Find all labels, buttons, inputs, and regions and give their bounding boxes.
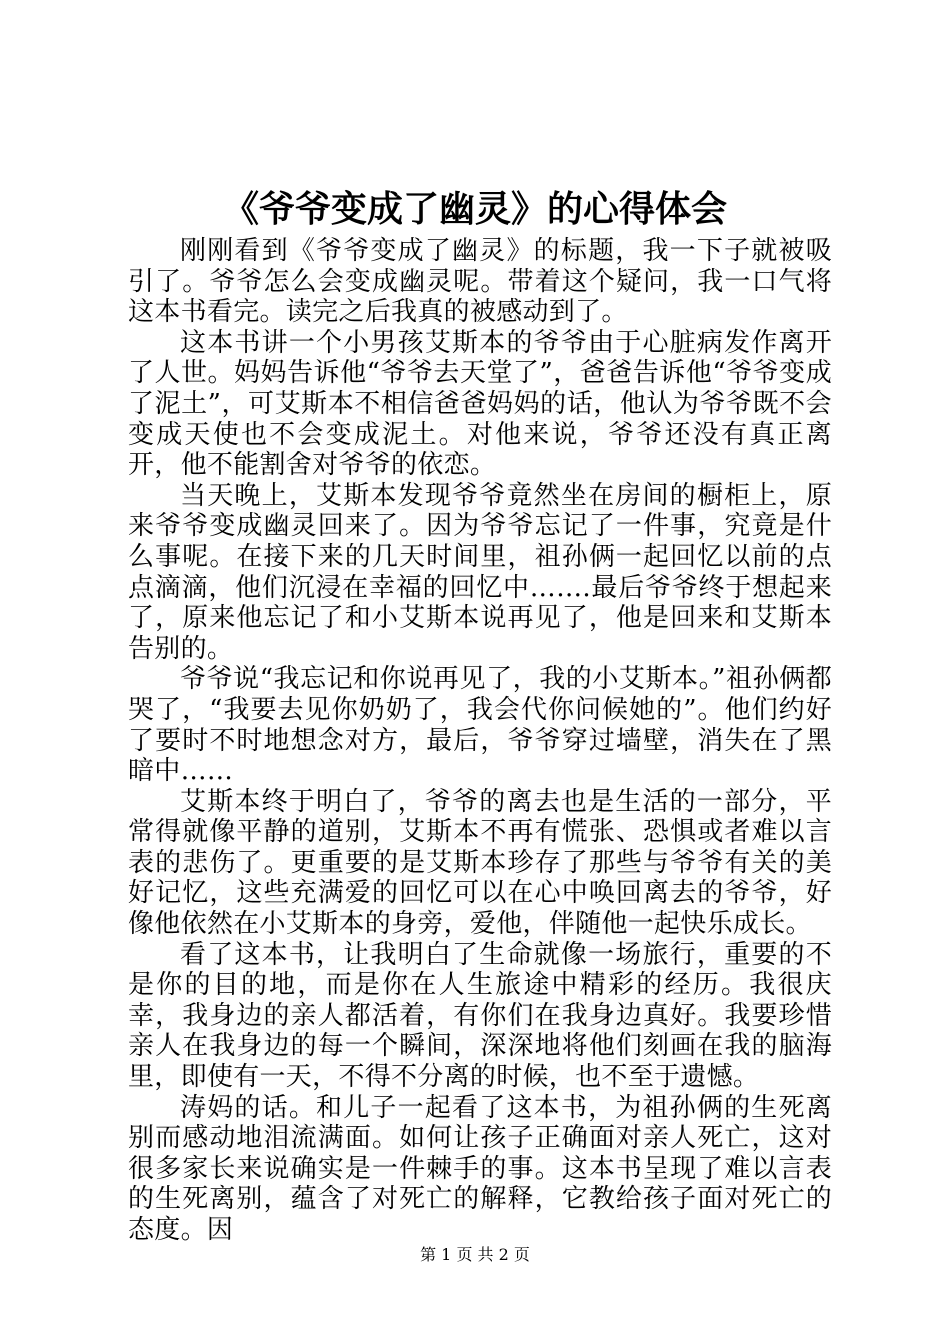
paragraph-4: 爷爷说“我忘记和你说再见了，我的小艾斯本。”祖孙俩都哭了，“我要去见你奶奶了，我会代你问候她的”。他们约好了要时不时地想念对方，最后，爷爷穿过墙壁，消失在了黑暗中…… bbox=[128, 664, 832, 787]
paragraph-6: 看了这本书，让我明白了生命就像一场旅行，重要的不是你的目的地，而是你在人生旅途中精彩的经历。我很庆幸，我身边的亲人都活着，有你们在我身边真好。我要珍惜亲人在我身边的每一个瞬间，深深地将他们刻画在我的脑海里，即使有一天，不得不分离的时候，也不至于遗憾。 bbox=[128, 939, 832, 1093]
paragraph-2: 这本书讲一个小男孩艾斯本的爷爷由于心脏病发作离开了人世。妈妈告诉他“爷爷去天堂了”，爸爸告诉他“爷爷变成了泥土”，可艾斯本不相信爸爸妈妈的话，他认为爷爷既不会变成天使也不会变成泥土。对他来说，爷爷还没有真正离开，他不能割舍对爷爷的依恋。 bbox=[128, 327, 832, 481]
paragraph-3: 当天晚上，艾斯本发现爷爷竟然坐在房间的橱柜上，原来爷爷变成幽灵回来了。因为爷爷忘记了一件事，究竟是什么事呢。在接下来的几天时间里，祖孙俩一起回忆以前的点点滴滴，他们沉浸在幸福的回忆中…….最后爷爷终于想起来了，原来他忘记了和小艾斯本说再见了，他是回来和艾斯本告别的。 bbox=[128, 480, 832, 664]
document-body bbox=[128, 236, 832, 1246]
document-title: 《爷爷变成了幽灵》的心得体会 bbox=[222, 188, 727, 230]
paragraph-5: 艾斯本终于明白了，爷爷的离去也是生活的一部分，平常得就像平静的道别，艾斯本不再有慌张、恐惧或者难以言表的悲伤了。更重要的是艾斯本珍存了那些与爷爷有关的美好记忆，这些充满爱的回忆可以在心中唤回离去的爷爷，好像他依然在小艾斯本的身旁，爱他，伴随他一起快乐成长。 bbox=[128, 786, 832, 940]
page-footer: 第 1 页 共 2 页 bbox=[420, 1245, 530, 1264]
paragraph-1: 刚刚看到《爷爷变成了幽灵》的标题，我一下子就被吸引了。爷爷怎么会变成幽灵呢。带着这个疑问，我一口气将这本书看完。读完之后我真的被感动到了。 bbox=[128, 236, 832, 328]
paragraph-7: 涛妈的话。和儿子一起看了这本书，为祖孙俩的生死离别而感动地泪流满面。如何让孩子正确面对亲人死亡，这对很多家长来说确实是一件棘手的事。这本书呈现了难以言表的生死离别，蕴含了对死亡的解释，它教给孩子面对死亡的态度。因 bbox=[128, 1092, 832, 1245]
